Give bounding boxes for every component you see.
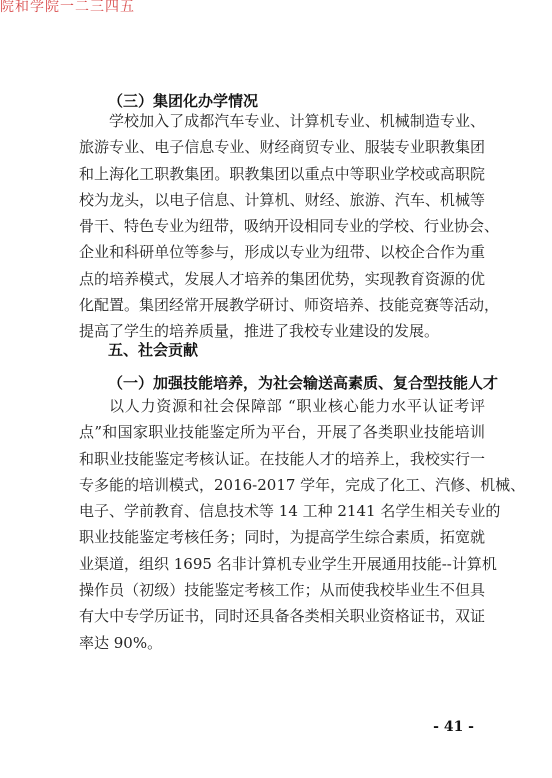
- paragraph-line: 企业和科研单位等参与，形成以专业为纽带、以校企合作为重: [79, 243, 485, 262]
- paragraph-line: 率达 90%。: [79, 633, 163, 652]
- paragraph-line: 骨干、特色专业为纽带，吸纳开设相同专业的学校、行业协会、: [79, 217, 500, 236]
- paragraph-line: 专多能的培训模式，2016-2017 学年，完成了化工、汽修、机械、: [79, 475, 526, 494]
- header-fragment: 院和学院一二三四五: [0, 0, 135, 15]
- paragraph-line: 学校加入了成都汽车专业、计算机专业、机械制造专业、: [109, 112, 485, 130]
- paragraph-line: 和职业技能鉴定考核认证。在技能人才的培养上，我校实行一: [79, 449, 485, 468]
- paragraph-line: 业渠道，组织 1695 名非计算机专业学生开展通用技能--计算机: [79, 554, 497, 573]
- subsection-title: （一）加强技能培养，为社会输送高素质、复合型技能人才: [108, 374, 499, 392]
- paragraph-skills-training: [79, 393, 526, 656]
- page-number: - 41 -: [433, 719, 474, 735]
- paragraph-group-school: [79, 108, 500, 345]
- section-sub-title: （三）集团化办学情况: [108, 92, 259, 110]
- paragraph-line: 校为龙头，以电子信息、计算机、财经、旅游、汽车、机械等: [79, 190, 485, 209]
- paragraph-line: 旅游专业、电子信息专业、财经商贸专业、服装专业职教集团: [79, 138, 485, 157]
- paragraph-line: 点的培养模式，发展人才培养的集团优势，实现教育资源的优: [79, 269, 485, 288]
- paragraph-line: 职业技能鉴定考核任务；同时，为提高学生综合素质，拓宽就: [79, 528, 485, 547]
- paragraph-line: 提高了学生的培养质量，推进了我校专业建设的发展。: [79, 322, 440, 341]
- paragraph-line: 以人力资源和社会保障部 “职业核心能力水平认证考评: [109, 397, 485, 415]
- section-title: 五、社会贡献: [108, 341, 199, 359]
- paragraph-line: 和上海化工职教集团。职教集团以重点中等职业学校或高职院: [79, 164, 485, 183]
- paragraph-line: 化配置。集团经常开展教学研讨、师资培养、技能竞赛等活动，: [79, 296, 500, 315]
- paragraph-line: 电子、学前教育、信息技术等 14 工种 2141 名学生相关专业的: [79, 502, 501, 521]
- paragraph-line: 有大中专学历证书，同时还具备各类相关职业资格证书，双证: [79, 607, 485, 626]
- paragraph-line: 点”和国家职业技能鉴定所为平台，开展了各类职业技能培训: [79, 423, 485, 442]
- paragraph-line: 操作员（初级）技能鉴定考核工作；从而使我校毕业生不但具: [79, 581, 485, 600]
